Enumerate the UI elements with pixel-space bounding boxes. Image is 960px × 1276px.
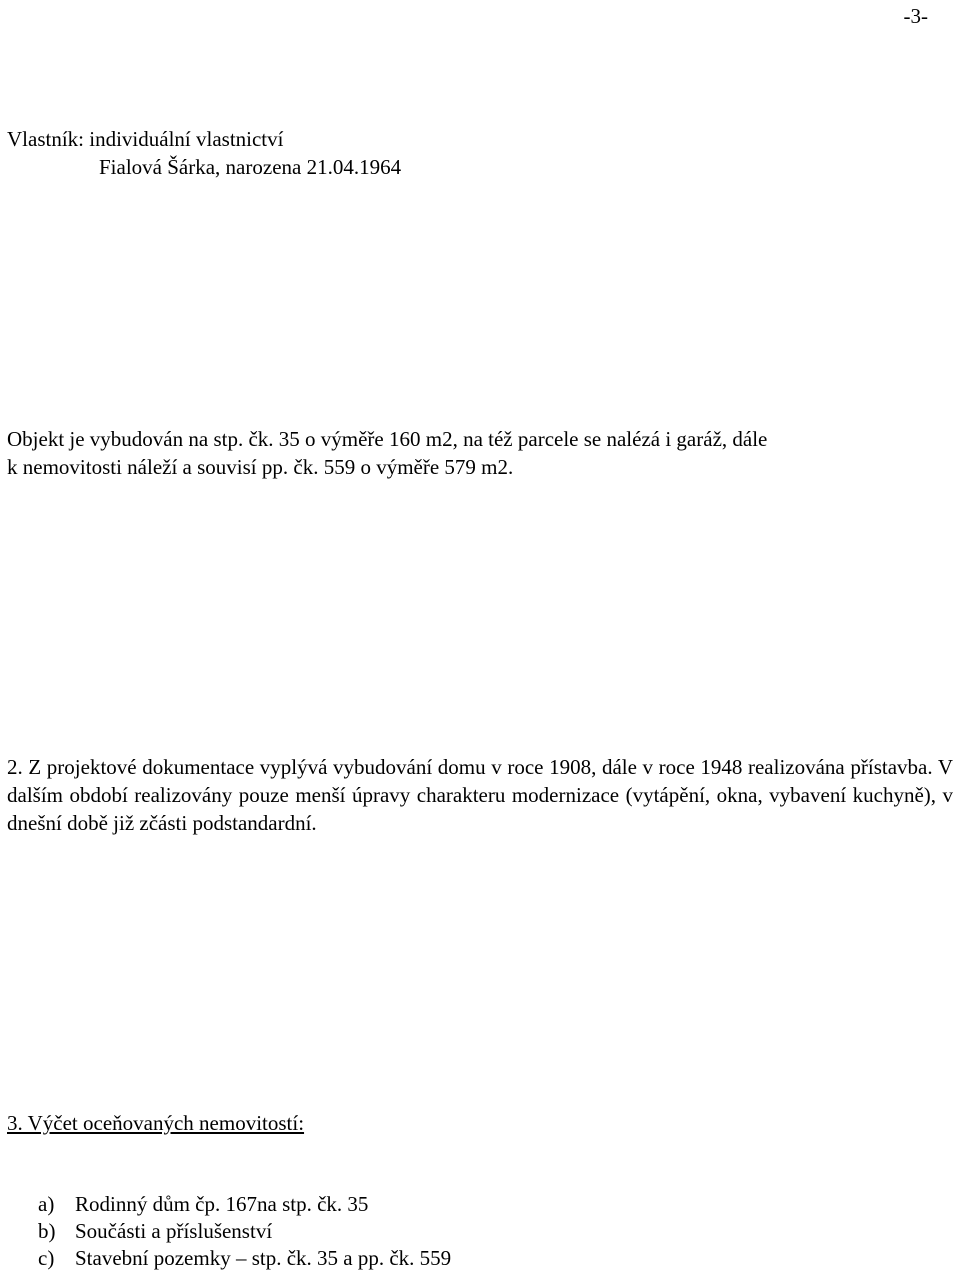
owner-type-line: Vlastník: individuální vlastnictví [7, 127, 284, 151]
list-item [38, 1218, 451, 1245]
list-item [38, 1245, 451, 1272]
list-item-marker: a) [38, 1192, 55, 1216]
object-description [7, 425, 953, 481]
valuation-list [38, 1191, 451, 1272]
page-number: -3- [903, 4, 928, 28]
list-item-text: Rodinný dům čp. 167na stp. čk. 35 [75, 1192, 369, 1216]
owner-name-line: Fialová Šárka, narozena 21.04.1964 [99, 155, 402, 179]
list-item-text: Stavební pozemky – stp. čk. 35 a pp. čk. 559 [75, 1246, 452, 1270]
list-item-marker: b) [38, 1219, 56, 1243]
history-paragraph: 2. Z projektové dokumentace vyplývá vybudování domu v roce 1908, dále v roce 1948 realizována přístavba. V dalším období realizovány pouze menší úpravy charakteru modernizace (vytápění, okna, vybavení kuchyně), v dnešní době již zčásti podstandardní. [7, 755, 953, 835]
list-item-text: Součásti a příslušenství [75, 1219, 273, 1243]
object-description-line: Objekt je vybudován na stp. čk. 35 o výměře 160 m2, na též parcele se nalézá i garáž, dále [7, 427, 768, 451]
list-item [38, 1191, 451, 1218]
list-item-marker: c) [38, 1246, 55, 1270]
valuation-heading: 3. Výčet oceňovaných nemovitostí: [7, 1111, 305, 1135]
object-description-line: k nemovitosti náleží a souvisí pp. čk. 559 o výměře 579 m2. [7, 455, 514, 479]
